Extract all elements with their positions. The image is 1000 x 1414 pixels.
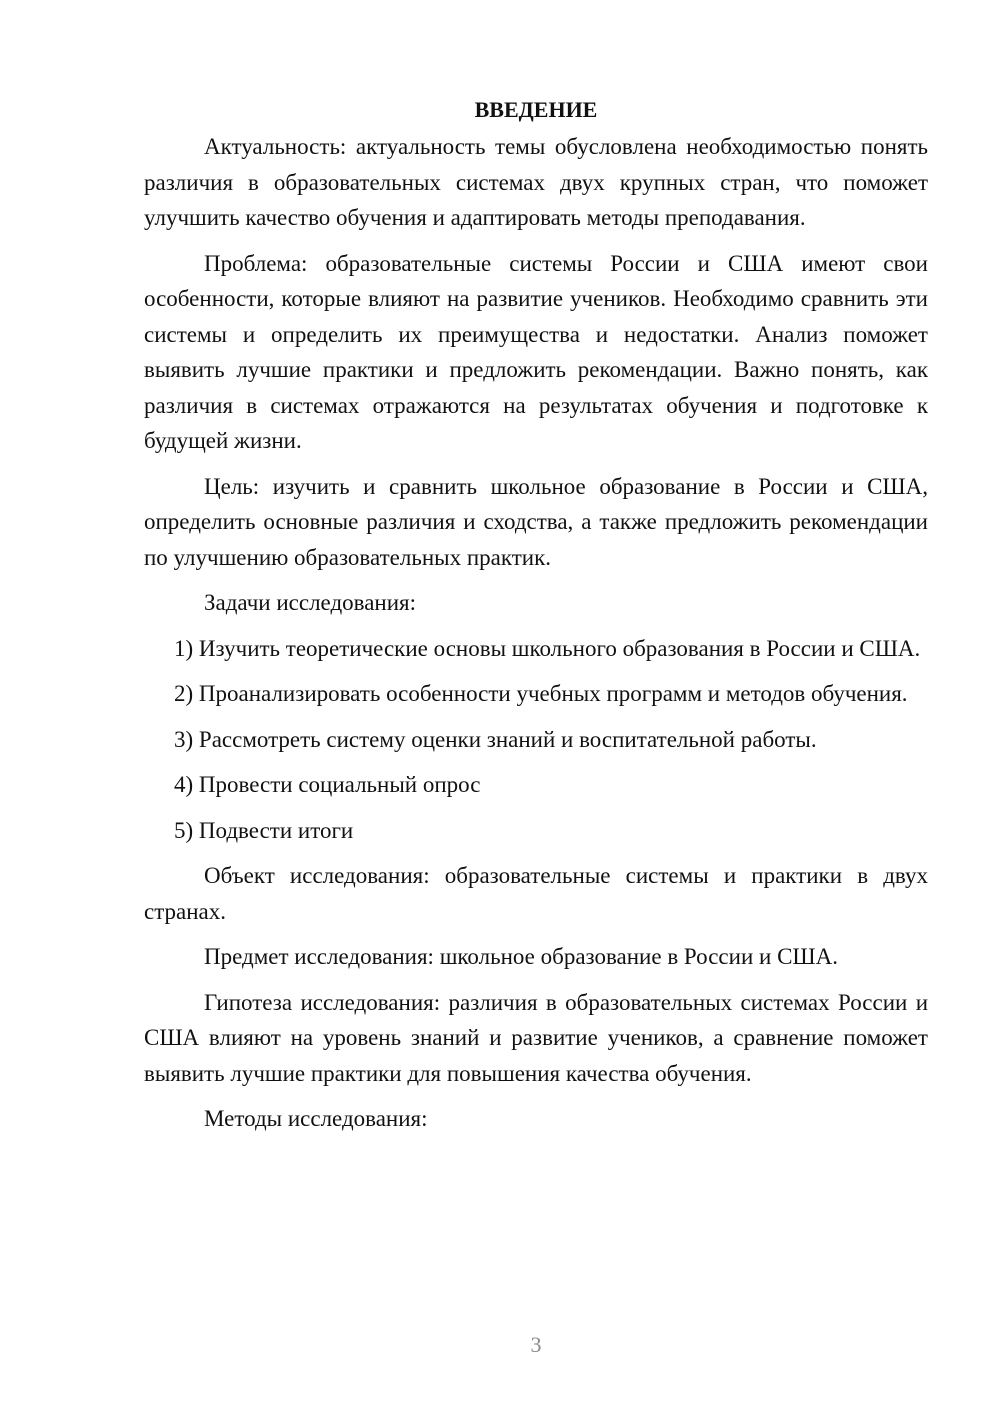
- task-item: 4) Провести социальный опрос: [174, 772, 481, 797]
- document-body: [144, 92, 928, 1147]
- hypothesis-paragraph: Гипотеза исследования: различия в образовательных системах России и США влияют на уровень знаний и развитие учеников, а сравнение поможет выявить лучшие практики для повышения качества обучения.: [144, 989, 928, 1086]
- section-heading: ВВЕДЕНИЕ: [474, 97, 598, 122]
- task-item: 3) Рассмотреть систему оценки знаний и воспитательной работы.: [174, 726, 817, 752]
- task-item: 1) Изучить теоретические основы школьного образования в России и США.: [174, 635, 921, 661]
- tasks-heading: Задачи исследования:: [204, 590, 417, 615]
- tasks-list: [144, 631, 928, 849]
- goal-paragraph: Цель: изучить и сравнить школьное образование в России и США, определить основные различия и сходства, а также предложить рекомендации по улучшению образовательных практик.: [144, 473, 928, 570]
- problem-paragraph: Проблема: образовательные системы России и США имеют свои особенности, которые влияют на развитие учеников. Необходимо сравнить эти системы и определить их преимущества и недостатки. Анализ поможет выявить лучшие практики и предложить рекомендации. Важно понять, как различия в системах отражаются на результатах обучения и подготовке к будущей жизни.: [144, 250, 928, 453]
- page-number: 3: [530, 1332, 542, 1357]
- task-item: 5) Подвести итоги: [174, 817, 354, 843]
- object-paragraph: Объект исследования: образовательные системы и практики в двух странах.: [144, 863, 928, 924]
- subject-paragraph: Предмет исследования: школьное образование в России и США.: [204, 944, 838, 969]
- task-item: 2) Проанализировать особенности учебных программ и методов обучения.: [174, 681, 908, 706]
- methods-heading: Методы исследования:: [204, 1106, 428, 1131]
- relevance-paragraph: Актуальность: актуальность темы обусловлена необходимостью понять различия в образовательных системах двух крупных стран, что поможет улучшить качество обучения и адаптировать методы преподавания.: [144, 134, 928, 230]
